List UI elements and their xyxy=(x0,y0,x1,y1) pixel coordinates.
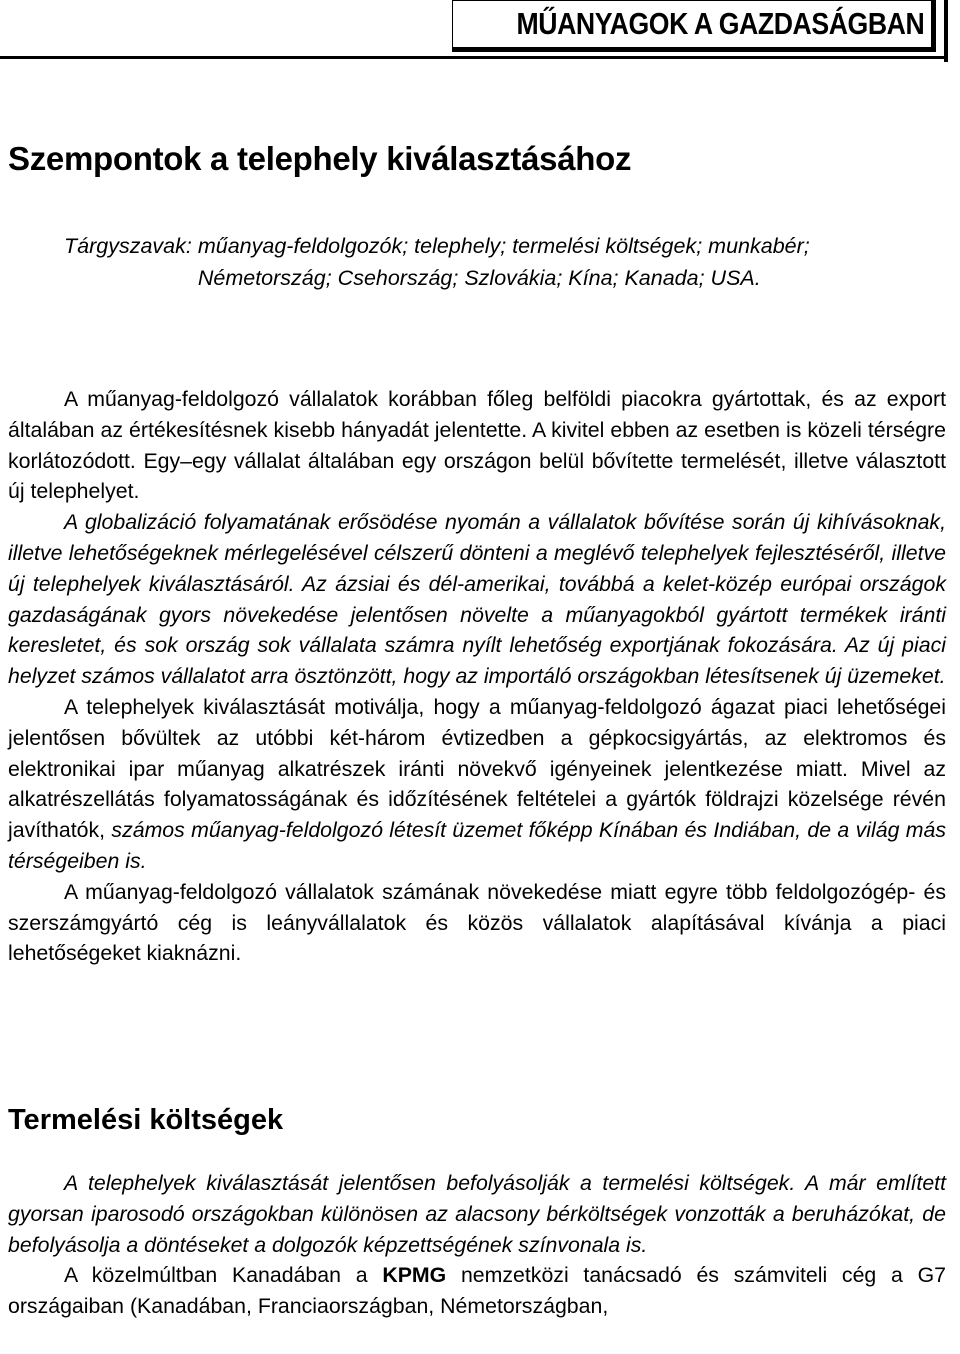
paragraph-4: A műanyag-feldolgozó vállalatok számának növekedése miatt egyre több feldolgozógép- és szerszámgyártó cég is leányvállalatok és közös vállalatok alapításával kívánja a piaci lehetőségeket kiaknázni. xyxy=(8,879,946,966)
kpmg-name: KPMG xyxy=(382,1263,447,1288)
paragraph-6-text-b: nemzetközi tanácsadó és számviteli cég a G7 országaiban (Kanadában, Franciaországban, Németországban, xyxy=(8,1263,947,1319)
paragraph-3-text: A telephelyek kiválasztását motiválja, hogy a műanyag-feldolgozó ágazat piaci lehetőségei jelentősen bővültek az utóbbi két-három évtizedben a gépkocsigyártás, az elektromos és elektronikai ipar műanyag alkatrészek iránti növekvő igényeinek jelentkezése miatt. Mivel az alkatrészellátás folyamatosságának és időzítésének feltételei a gyártók földrajzi közelsége révén javíthatók, xyxy=(8,694,946,843)
paragraph-2: A globalizáció folyamatának erősödése nyomán a vállalatok bővítése során új kihívásoknak, illetve lehetőségeknek mérlegelésével célszerű dönteni a meglévő telephelyek fejlesztéséről, illetve új telephelyek kiválasztásáról. Az ázsiai és dél-amerikai, továbbá a kelet-közép európai országok gazdaságának gyors növekedése jelentősen növelte a műanyagokból gyártott termékek iránti keresletet, és sok ország sok vállalata számra nyílt lehetőség exportjának fokozására. Az új piaci helyzet számos vállalatot arra ösztönzött, hogy az importáló országokban létesítsenek új üzemeket. xyxy=(8,510,946,689)
paragraph-6 xyxy=(8,1260,946,1322)
keywords-text: műanyag-feldolgozók; telephely; termelési költségek; munkabér; Németország; Csehország; Szlovákia; Kína; Kanada; USA. xyxy=(197,234,810,290)
section-heading-termelesi-koltsegek: Termelési költségek xyxy=(8,1104,284,1136)
keywords-block xyxy=(64,230,934,294)
paragraph-5: A telephelyek kiválasztását jelentősen befolyásolják a termelési költségek. A már említett gyorsan iparosodó országokban különösen az alacsony bérköltségek vonzották a beruházókat, de befolyásolja a döntéseket a dolgozók képzettségének színvonala is. xyxy=(8,1171,946,1257)
body-section-1 xyxy=(8,384,946,969)
running-header-title: MŰANYAGOK A GAZDASÁGBAN xyxy=(516,6,925,41)
paragraph-3 xyxy=(8,692,946,877)
running-header xyxy=(452,0,936,52)
keywords-label: Tárgyszavak: xyxy=(64,234,192,258)
paragraph-1: A műanyag-feldolgozó vállalatok korábban főleg belföldi piacokra gyártottak, és az export általában az értékesítésnek kisebb hányadát jelentette. A kivitel ebben az esetben is közeli térségre korlátozódott. Egy–egy vállalat általában egy országon belül bővítette termelését, illetve választott új telephelyet. xyxy=(8,387,946,504)
body-section-2 xyxy=(8,1168,946,1322)
paragraph-6-text-a: A közelmúltban Kanadában a xyxy=(64,1263,383,1288)
header-rule-vertical xyxy=(944,0,948,62)
paragraph-3-italic: számos műanyag-feldolgozó létesít üzemet főképp Kínában és Indiában, de a világ más térségeiben is. xyxy=(8,818,946,873)
header-rule-horizontal xyxy=(0,56,948,59)
article-title: Szempontok a telephely kiválasztásához xyxy=(8,140,632,177)
